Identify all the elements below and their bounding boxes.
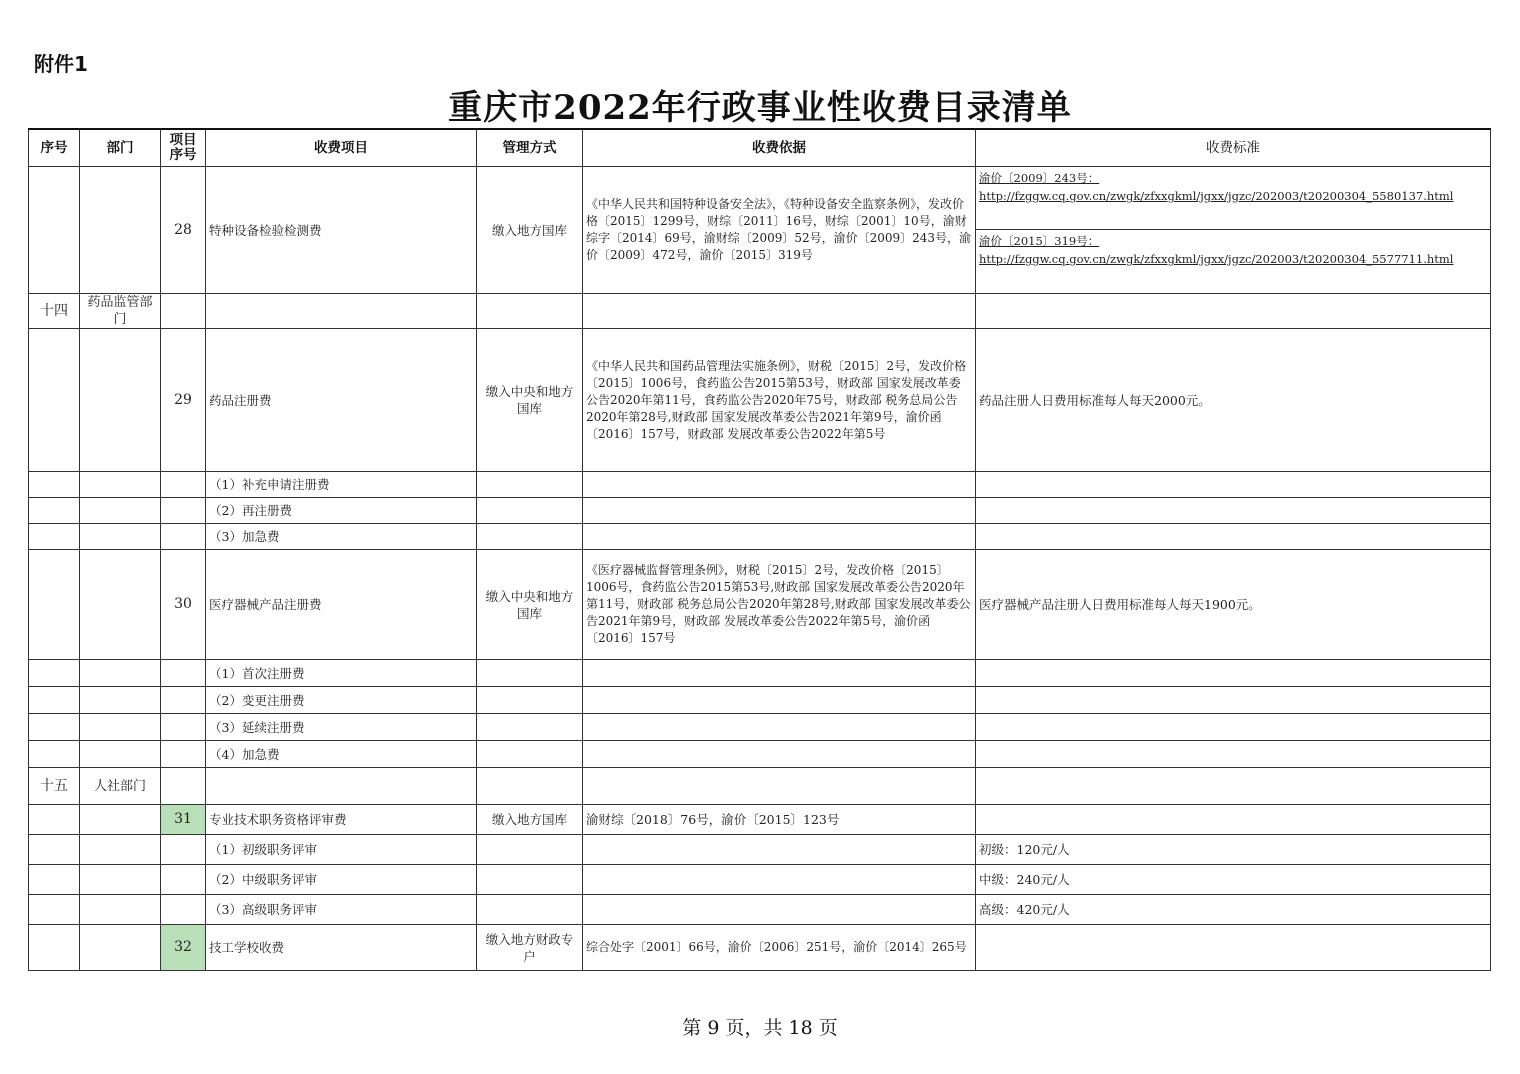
- header-dept: 部门: [80, 129, 161, 167]
- standard-link-block: [976, 229, 1490, 271]
- item-cell: 医疗器械产品注册费: [206, 550, 477, 660]
- item-cell: 特种设备检验检测费: [206, 167, 477, 294]
- standard-link-url[interactable]: http://fzggw.cq.gov.cn/zwgk/zfxxgkml/jgxx/jgzc/202003/t20200304_5577711.html: [979, 252, 1454, 266]
- basis-cell: 综合处字〔2001〕66号，渝价〔2006〕251号，渝价〔2014〕265号: [583, 925, 976, 971]
- item-cell: 技工学校收费: [206, 925, 477, 971]
- mgmt-cell: 缴入中央和地方国库: [477, 329, 583, 472]
- section-row: [29, 294, 1491, 329]
- basis-cell: 《医疗器械监督管理条例》，财税〔2015〕2号，发改价格〔2015〕1006号，食药监公告2015第53号,财政部 国家发展改革委公告2020年第11号，财政部 税务总局公告2020年第28号,财政部 国家发展改革委公告2021年第9号，财政部 发展改革委公告2022年第5号，渝价函〔2016〕157号: [583, 550, 976, 660]
- sub-item-cell: （1）初级职务评审: [206, 835, 477, 865]
- standard-cell: [976, 167, 1491, 294]
- section-seq-cell: 十五: [29, 768, 80, 805]
- header-mgmt: 管理方式: [477, 129, 583, 167]
- page-title: 重庆市2022年行政事业性收费目录清单: [448, 88, 1072, 128]
- table-row: [29, 167, 1491, 294]
- standard-cell: 中级：240元/人: [976, 865, 1491, 895]
- sub-item-cell: （4）加急费: [206, 741, 477, 768]
- section-dept-cell: 药品监管部门: [80, 294, 161, 329]
- item-seq-cell: 29: [161, 329, 206, 472]
- header-item-seq: 项目序号: [161, 129, 206, 167]
- table-row: [29, 895, 1491, 925]
- table-row: [29, 472, 1491, 498]
- standard-cell: 高级：420元/人: [976, 895, 1491, 925]
- sub-item-cell: （3）高级职务评审: [206, 895, 477, 925]
- standard-cell: 医疗器械产品注册人日费用标准每人每天1900元。: [976, 550, 1491, 660]
- basis-cell: 《中华人民共和国药品管理法实施条例》，财税〔2015〕2号，发改价格〔2015〕1006号，食药监公告2015第53号，财政部 国家发展改革委公告2020年第11号，食药监公告2020年75号，财政部 税务总局公告2020年第28号,财政部 国家发展改革委公告2021年第9号，渝价函〔2016〕157号，财政部 发展改革委公告2022年第5号: [583, 329, 976, 472]
- page-footer: 第 9 页，共 18 页: [682, 1017, 838, 1039]
- sub-item-cell: （2）中级职务评审: [206, 865, 477, 895]
- sub-item-cell: （2）再注册费: [206, 498, 477, 524]
- header-standard: 收费标准: [976, 129, 1491, 167]
- table-row: [29, 714, 1491, 741]
- table-row: [29, 660, 1491, 687]
- table-row: [29, 687, 1491, 714]
- section-row: [29, 768, 1491, 805]
- item-cell: 专业技术职务资格评审费: [206, 805, 477, 835]
- standard-link-block: [976, 167, 1490, 229]
- standard-link-url[interactable]: http://fzggw.cq.gov.cn/zwgk/zfxxgkml/jgxx/jgzc/202003/t20200304_5580137.html: [979, 189, 1454, 203]
- table-row: [29, 524, 1491, 550]
- header-item: 收费项目: [206, 129, 477, 167]
- attachment-label: 附件1: [34, 52, 88, 76]
- table-header-row: [29, 129, 1491, 167]
- sub-item-cell: （2）变更注册费: [206, 687, 477, 714]
- table-row: [29, 550, 1491, 660]
- item-cell: 药品注册费: [206, 329, 477, 472]
- item-seq-cell: 28: [161, 167, 206, 294]
- section-seq-cell: 十四: [29, 294, 80, 329]
- table-row: [29, 329, 1491, 472]
- sub-item-cell: （3）延续注册费: [206, 714, 477, 741]
- mgmt-cell: 缴入地方财政专户: [477, 925, 583, 971]
- item-seq-cell: 30: [161, 550, 206, 660]
- section-dept-cell: 人社部门: [80, 768, 161, 805]
- standard-link-label[interactable]: 渝价〔2015〕319号：: [979, 234, 1100, 248]
- table-row: [29, 805, 1491, 835]
- item-seq-cell: 31: [161, 805, 206, 835]
- mgmt-cell: 缴入中央和地方国库: [477, 550, 583, 660]
- header-basis: 收费依据: [583, 129, 976, 167]
- table-row: [29, 835, 1491, 865]
- standard-link-label[interactable]: 渝价〔2009〕243号：: [979, 171, 1100, 185]
- table-row: [29, 925, 1491, 971]
- standard-cell: 药品注册人日费用标准每人每天2000元。: [976, 329, 1491, 472]
- sub-item-cell: （3）加急费: [206, 524, 477, 550]
- table-row: [29, 741, 1491, 768]
- header-seq: 序号: [29, 129, 80, 167]
- sub-item-cell: （1）首次注册费: [206, 660, 477, 687]
- fee-catalog-table: [28, 128, 1491, 971]
- mgmt-cell: 缴入地方国库: [477, 805, 583, 835]
- item-seq-cell: 32: [161, 925, 206, 971]
- basis-cell: 《中华人民共和国特种设备安全法》，《特种设备安全监察条例》，发改价格〔2015〕1299号，财综〔2011〕16号，财综〔2001〕10号，渝财综字〔2014〕69号，渝财综〔2009〕52号，渝价〔2009〕243号，渝价〔2009〕472号，渝价〔2015〕319号: [583, 167, 976, 294]
- standard-cell: 初级：120元/人: [976, 835, 1491, 865]
- basis-cell: 渝财综〔2018〕76号，渝价〔2015〕123号: [583, 805, 976, 835]
- mgmt-cell: 缴入地方国库: [477, 167, 583, 294]
- sub-item-cell: （1）补充申请注册费: [206, 472, 477, 498]
- table-row: [29, 498, 1491, 524]
- table-row: [29, 865, 1491, 895]
